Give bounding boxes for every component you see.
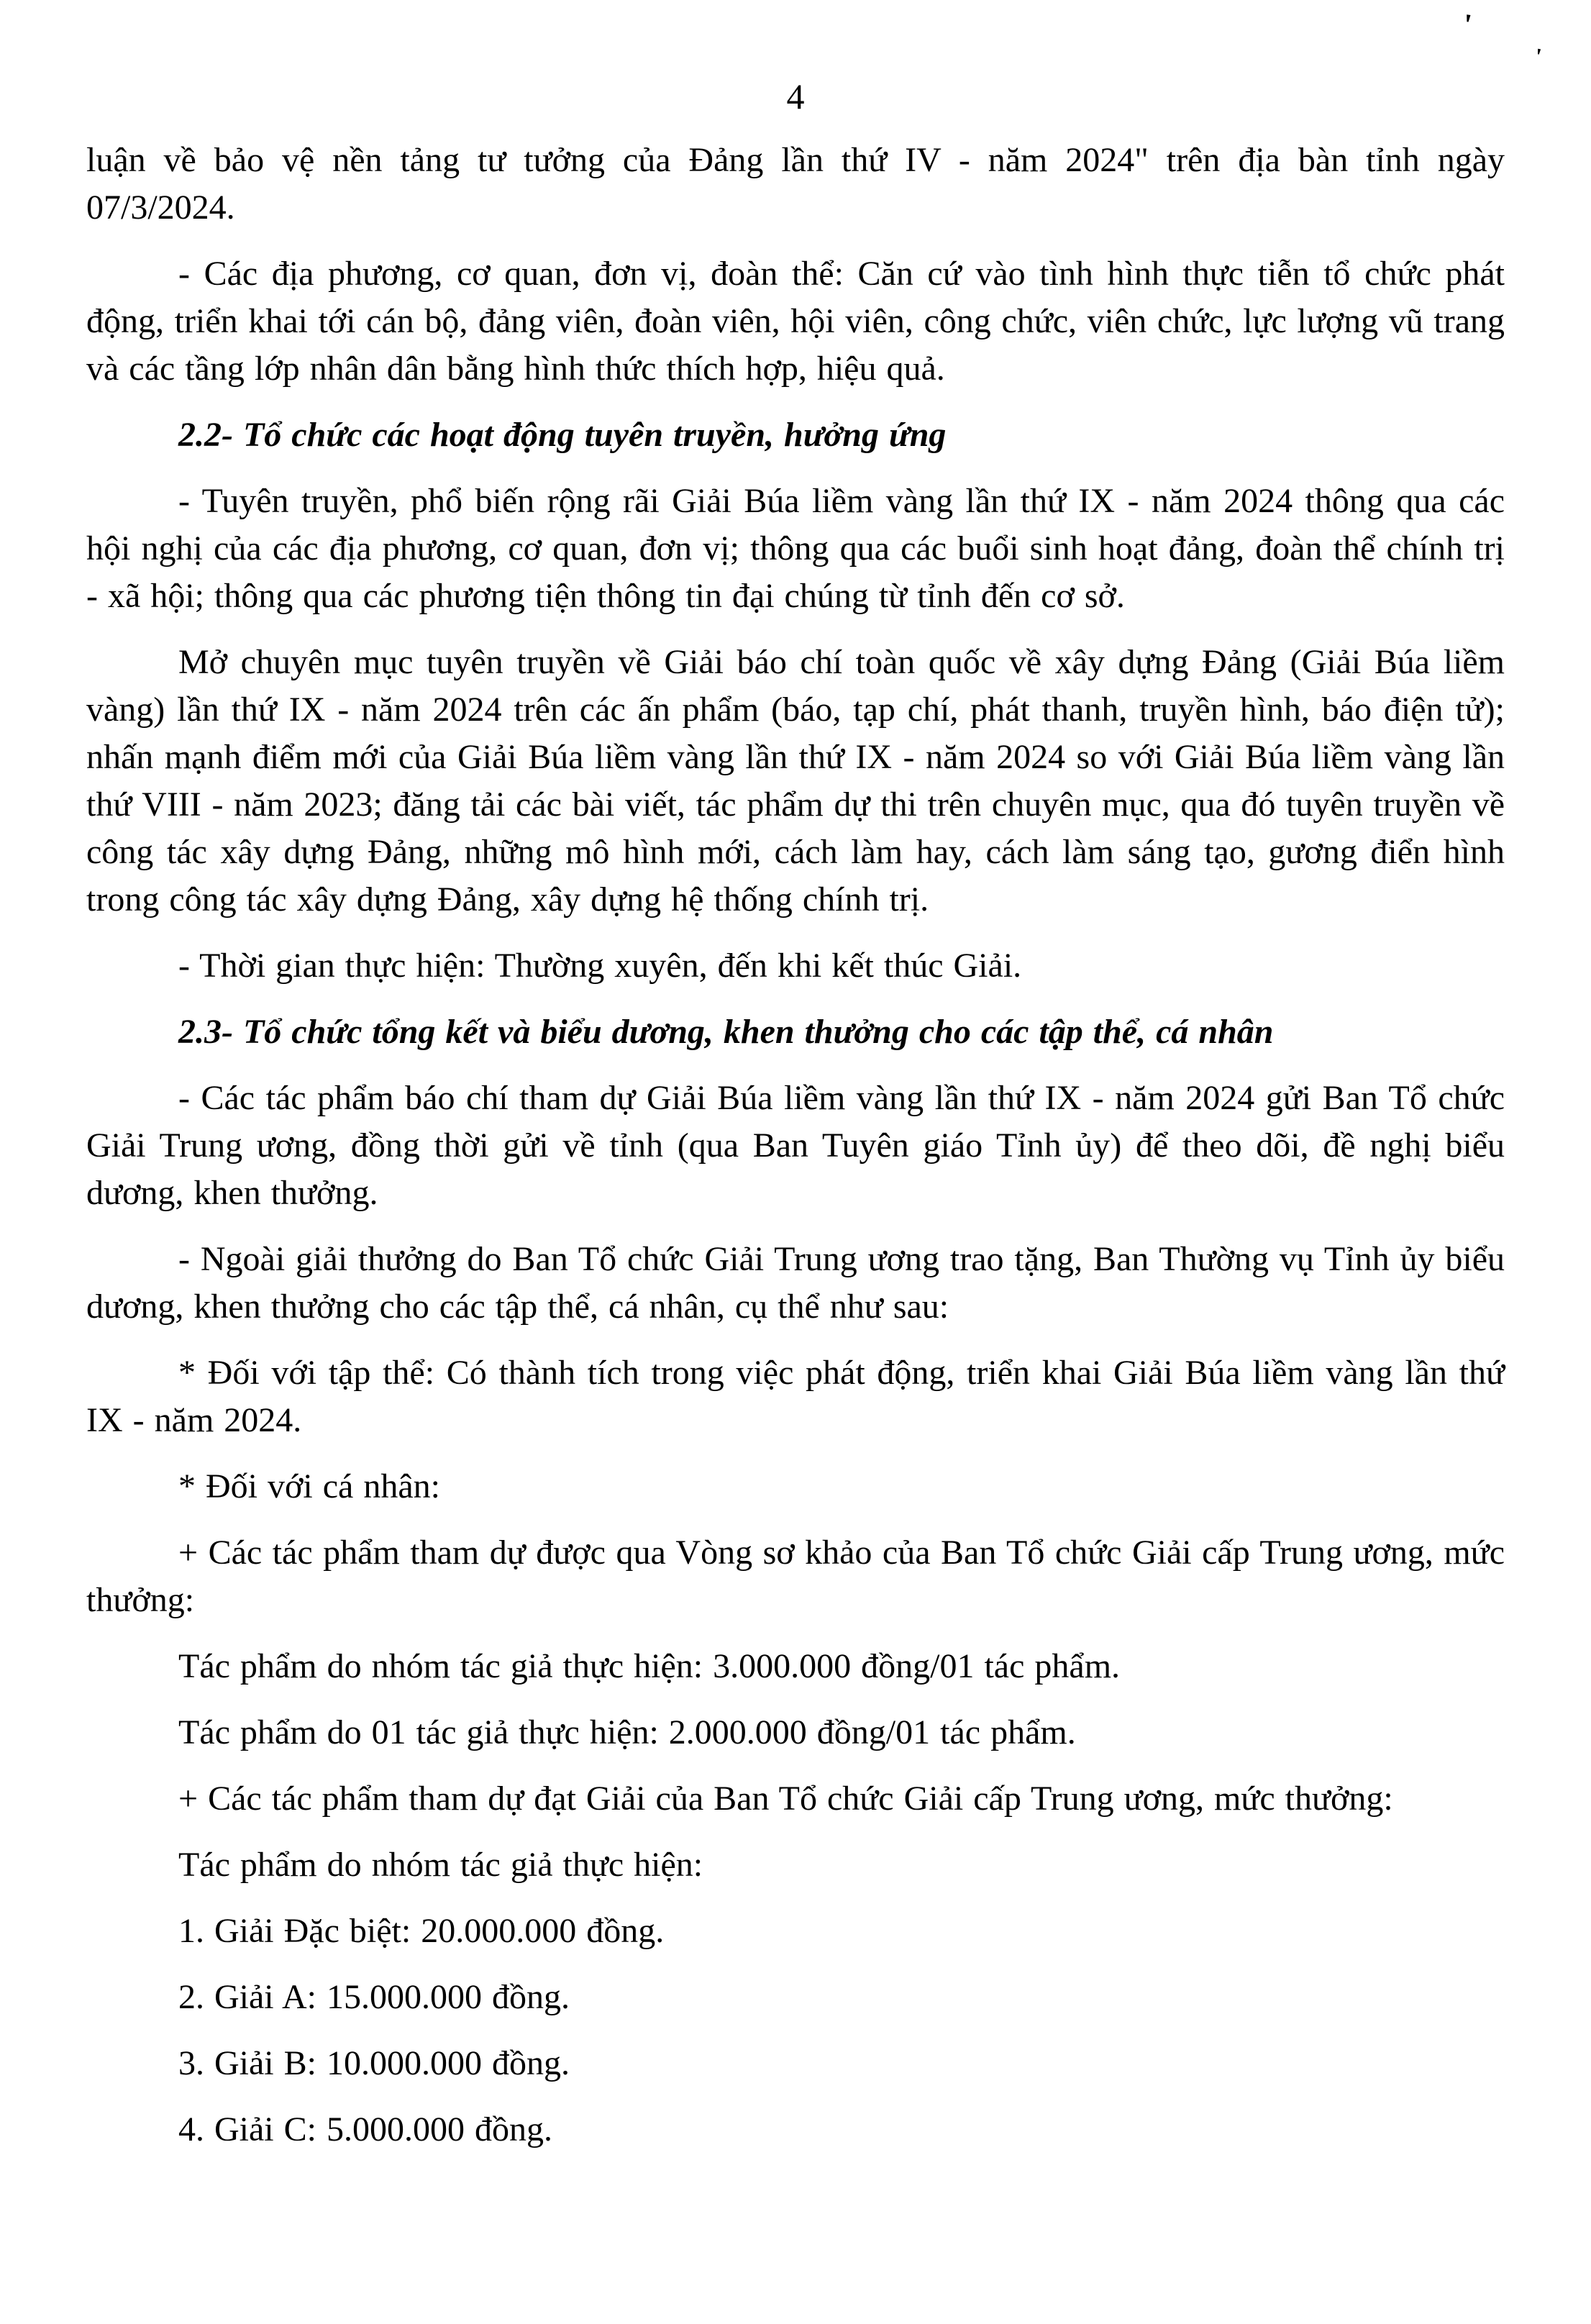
para-provincial-rewards: - Ngoài giải thưởng do Ban Tổ chức Giải Trung ương trao tặng, Ban Thường vụ Tỉnh ủy biểu dương, khen thưởng cho các tập thể, cá nhân, cụ thể như sau: [86, 1240, 1505, 1326]
para-winning-works: + Các tác phẩm tham dự đạt Giải của Ban Tổ chức Giải cấp Trung ương, mức thưởng: [178, 1780, 1393, 1818]
para-for-collectives: * Đối với tập thể: Có thành tích trong việc phát động, triển khai Giải Búa liềm vàng lần thứ IX - năm 2024. [86, 1354, 1505, 1439]
para-local-units: - Các địa phương, cơ quan, đơn vị, đoàn thể: Căn cứ vào tình hình thực tiễn tổ chức phát động, triển khai tới cán bộ, đảng viên, đoàn viên, hội viên, công chức, viên chức, lực lượng vũ trang và các tầng lớp nhân dân bằng hình thức thích hợp, hiệu quả. [86, 255, 1505, 388]
para-propaganda: - Tuyên truyền, phổ biến rộng rãi Giải Búa liềm vàng lần thứ IX - năm 2024 thông qua các hội nghị của các địa phương, cơ quan, đơn vị; thông qua các buổi sinh hoạt đảng, đoàn thể chính trị - xã hội; thông qua các phương tiện thông tin đại chúng từ tỉnh đến cơ sở. [86, 482, 1505, 615]
para-continued-from-previous-page: luận về bảo vệ nền tảng tư tưởng của Đảng lần thứ IV - năm 2024" trên địa bàn tỉnh ngày 07/3/2024. [86, 141, 1505, 227]
para-special-column: Mở chuyên mục tuyên truyền về Giải báo chí toàn quốc về xây dựng Đảng (Giải Búa liềm vàng) lần thứ IX - năm 2024 trên các ấn phẩm (báo, tạp chí, phát thanh, truyền hình, báo điện tử); nhấn mạnh điểm mới của Giải Búa liềm vàng lần thứ IX - năm 2024 so với Giải Búa liềm vàng lần thứ VIII - năm 2023; đăng tải các bài viết, tác phẩm dự thi trên chuyên mục, qua đó tuyên truyền về công tác xây dựng Đảng, những mô hình mới, cách làm hay, cách làm sáng tạo, gương điển hình trong công tác xây dựng Đảng, xây dựng hệ thống chính trị. [86, 643, 1505, 919]
list-item-prize-b: 3. Giải B: 10.000.000 đồng. [178, 2044, 570, 2082]
scan-artifact-mark: ' [1532, 42, 1544, 70]
para-group-work-label: Tác phẩm do nhóm tác giả thực hiện: [178, 1846, 703, 1884]
page-number: 4 [786, 76, 805, 117]
para-single-author-reward: Tác phẩm do 01 tác giả thực hiện: 2.000.000 đồng/01 tác phẩm. [178, 1713, 1076, 1751]
section-heading-2-3: 2.3- Tổ chức tổng kết và biểu dương, khen thưởng cho các tập thể, cá nhân [178, 1013, 1274, 1051]
para-for-individuals: * Đối với cá nhân: [178, 1467, 440, 1505]
list-item-prize-c: 4. Giải C: 5.000.000 đồng. [178, 2110, 552, 2148]
document-body [86, 137, 1505, 2154]
list-item-prize-a: 2. Giải A: 15.000.000 đồng. [178, 1978, 570, 2016]
scan-artifact-mark: ' [1460, 8, 1474, 42]
section-heading-2-2: 2.2- Tổ chức các hoạt động tuyên truyền, hưởng ứng [178, 416, 947, 454]
para-group-work-reward: Tác phẩm do nhóm tác giả thực hiện: 3.000.000 đồng/01 tác phẩm. [178, 1647, 1121, 1685]
para-preliminary-round: + Các tác phẩm tham dự được qua Vòng sơ khảo của Ban Tổ chức Giải cấp Trung ương, mức thưởng: [86, 1534, 1505, 1619]
para-submission: - Các tác phẩm báo chí tham dự Giải Búa liềm vàng lần thứ IX - năm 2024 gửi Ban Tổ chức Giải Trung ương, đồng thời gửi về tỉnh (qua Ban Tuyên giáo Tỉnh ủy) để theo dõi, đề nghị biểu dương, khen thưởng. [86, 1079, 1505, 1212]
para-implementation-time: - Thời gian thực hiện: Thường xuyên, đến khi kết thúc Giải. [178, 947, 1022, 985]
list-item-special-prize: 1. Giải Đặc biệt: 20.000.000 đồng. [178, 1912, 665, 1950]
